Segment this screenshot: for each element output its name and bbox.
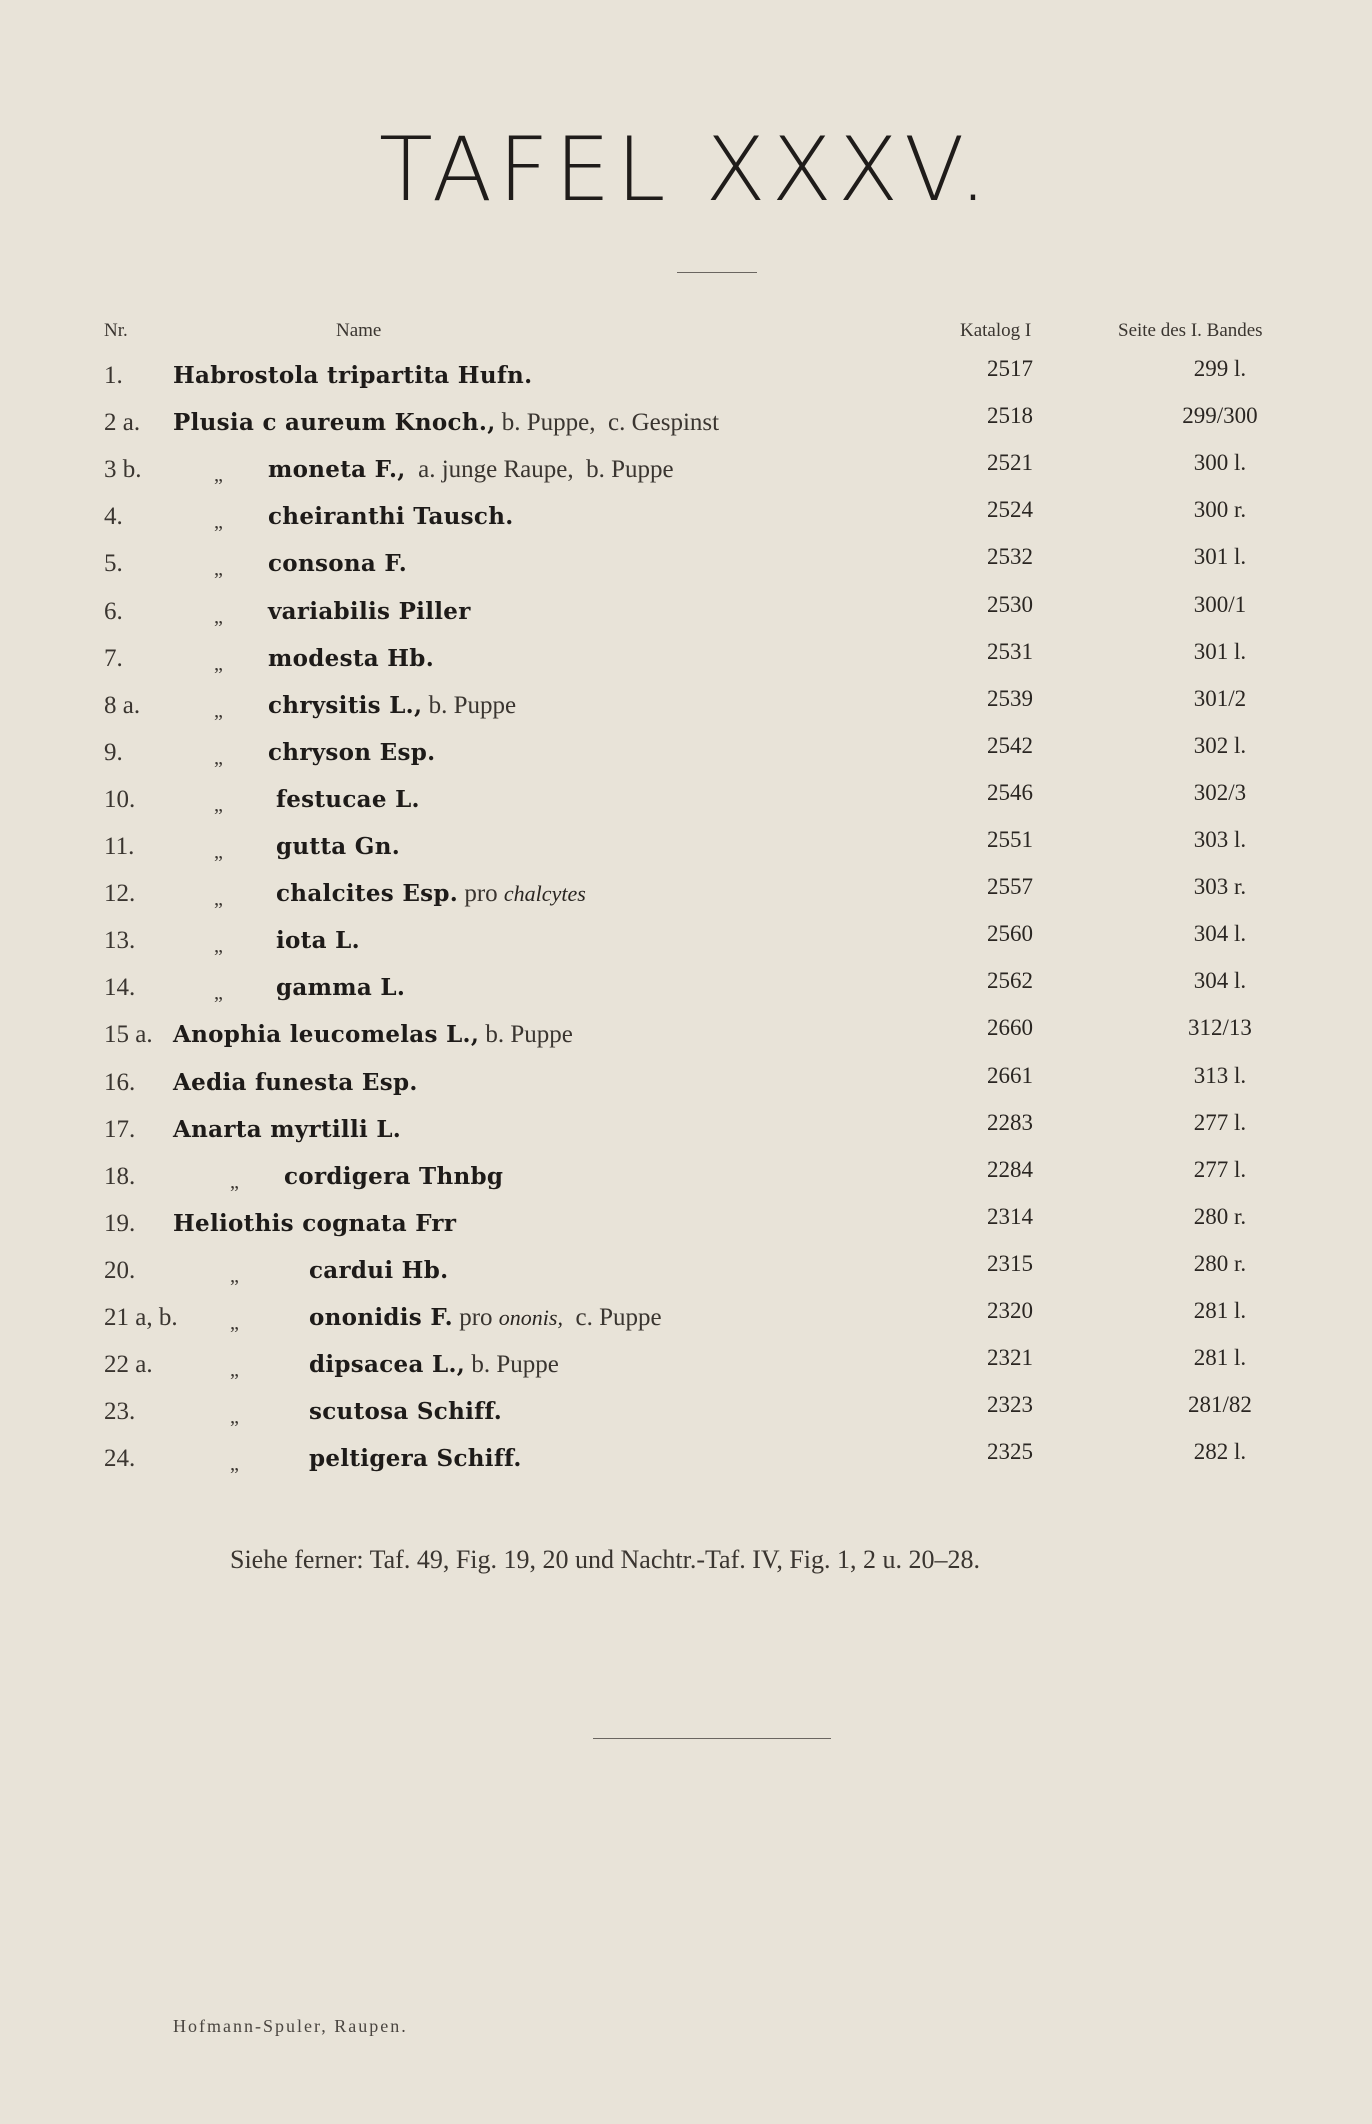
row-number: 2 a. [104,409,141,437]
species-name [173,362,532,390]
ditto-mark: „ [230,1170,239,1193]
row-number: 22 a. [104,1351,153,1379]
species-name-bold: cardui Hb. [309,1256,449,1284]
species-name-bold: Heliothis cognata Frr [173,1209,457,1237]
katalog-number: 2661 [987,1062,1033,1088]
species-name [276,880,586,908]
table-row [0,827,1372,873]
row-number: 17. [104,1115,136,1143]
katalog-number: 2551 [987,827,1033,852]
page-reference: 299 l. [1193,356,1247,381]
species-note: a. junge Raupe, b. Puppe [405,456,674,484]
species-name-bold: moneta F., [268,456,406,484]
table-row [0,591,1372,638]
species-name-bold: peltigera Schiff. [309,1445,522,1473]
species-note: pro [452,1304,499,1331]
header-name: Name [336,320,382,341]
row-number: 21 a, b. [104,1304,178,1331]
footer-credit: Hofmann-Spuler, Raupen. [173,2016,408,2036]
katalog-number: 2539 [987,685,1033,711]
table-row [0,638,1372,685]
row-number: 11. [104,833,135,860]
species-name-bold: ononidis F. [309,1304,453,1331]
species-name [173,1021,573,1049]
species-name-bold: gamma L. [276,974,406,1002]
species-name-bold: consona F. [268,550,408,578]
row-number: 20. [104,1256,136,1284]
table-row [0,403,1372,449]
katalog-number: 2320 [987,1298,1033,1323]
page-reference: 281 l. [1193,1298,1247,1323]
katalog-number: 2546 [987,779,1033,805]
title-divider [677,272,757,273]
katalog-number: 2314 [987,1203,1033,1229]
table-row [0,1392,1372,1438]
species-name-bold: festucae L. [276,785,420,813]
row-number: 4. [104,503,123,531]
bottom-divider [593,1738,831,1739]
table-row [0,779,1372,826]
page-reference: 300 r. [1193,497,1247,523]
species-name [276,974,405,1002]
ditto-mark: „ [230,1453,239,1476]
row-number: 3 b. [104,456,142,484]
row-number: 6. [104,597,123,625]
page-reference: 303 r. [1193,874,1247,900]
katalog-number: 2557 [987,874,1033,900]
page-reference: 299/300 [1182,403,1258,429]
katalog-number: 2518 [987,403,1033,429]
species-name [284,1163,503,1191]
katalog-number: 2321 [987,1345,1033,1371]
species-name-italic: ononis, [498,1305,563,1330]
row-number: 10. [104,785,136,813]
page-reference: 277 l. [1193,1109,1247,1135]
table-row [0,356,1372,402]
ditto-mark: „ [214,558,223,581]
species-note: b. Puppe [465,1351,559,1379]
ditto-mark: „ [230,1264,239,1287]
species-name [268,550,407,578]
species-name-bold: gutta Gn. [276,833,401,860]
table-row [0,1298,1372,1344]
ditto-mark: „ [214,605,223,628]
species-name-bold: Habrostola tripartita Hufn. [173,362,533,389]
page-reference: 301 l. [1193,544,1247,570]
species-name [309,1304,662,1332]
katalog-number: 2283 [987,1109,1033,1135]
page-title: TAFEL XXXV. [378,118,994,221]
species-name [173,1210,456,1238]
ditto-mark: „ [214,841,223,863]
ditto-mark: „ [230,1312,239,1334]
katalog-number: 2542 [987,732,1033,758]
katalog-number: 2531 [987,638,1033,664]
row-number: 23. [104,1398,136,1426]
page-reference: 281/82 [1188,1392,1252,1418]
species-name [309,1398,502,1426]
row-number: 24. [104,1445,136,1473]
species-name [268,739,435,767]
page-reference: 312/13 [1188,1015,1252,1041]
header-katalog: Katalog I [960,320,1032,341]
katalog-number: 2284 [987,1156,1033,1182]
ditto-mark: „ [214,699,223,722]
katalog-number: 2517 [987,356,1033,381]
species-name [268,692,516,720]
table-row [0,874,1372,920]
species-name-bold: chalcites Esp. [276,880,459,908]
species-name [276,833,400,861]
species-name [309,1445,522,1473]
species-name-italic: chalcytes [503,881,586,907]
row-number: 14. [104,974,136,1002]
ditto-mark: „ [214,511,223,534]
table-row [0,544,1372,590]
row-number: 1. [104,362,123,389]
species-name-bold: chrysitis L., [268,691,423,719]
page-reference: 282 l. [1193,1439,1247,1465]
species-name-bold: variabilis Piller [268,597,471,625]
table-row [0,968,1372,1014]
species-name [268,598,471,626]
katalog-number: 2660 [987,1015,1033,1041]
species-name-bold: Anophia leucomelas L., [173,1021,480,1049]
page-reference: 304 l. [1193,921,1247,947]
ditto-mark: „ [214,793,223,816]
katalog-number: 2315 [987,1250,1033,1276]
species-note: b. Puppe [479,1021,573,1049]
ditto-mark: „ [214,935,223,958]
row-number: 15 a. [104,1021,153,1049]
page-reference: 281 l. [1193,1345,1247,1371]
species-name [309,1351,559,1379]
katalog-number: 2521 [987,450,1033,476]
row-number: 9. [104,738,123,766]
katalog-number: 2325 [987,1439,1033,1465]
table-row [0,1062,1372,1109]
table-row [0,1015,1372,1061]
row-number: 7. [104,644,123,672]
page-reference: 280 r. [1193,1250,1247,1276]
page-reference: 300 l. [1193,450,1247,476]
table-row [0,1345,1372,1391]
species-name [309,1257,448,1285]
katalog-number: 2530 [987,591,1033,617]
ditto-mark: „ [230,1359,239,1382]
katalog-number: 2562 [987,968,1033,994]
katalog-number: 2323 [987,1392,1033,1418]
species-note: b. Puppe, c. Gespinst [495,409,720,437]
species-name [173,1116,401,1144]
table-row [0,1203,1372,1250]
row-number: 13. [104,927,136,955]
page-reference: 303 l. [1193,827,1247,852]
species-name [268,645,434,673]
page-reference: 302 l. [1193,732,1247,758]
species-name-bold: chryson Esp. [268,738,436,766]
header-nr: Nr. [104,320,128,341]
species-name-bold: cordigera Thnbg [284,1162,504,1190]
species-name-bold: scutosa Schiff. [309,1398,503,1426]
table-row [0,732,1372,779]
page-reference: 304 l. [1193,968,1247,994]
see-also-note: Siehe ferner: Taf. 49, Fig. 19, 20 und Nachtr.-Taf. IV, Fig. 1, 2 u. 20–28. [230,1545,981,1574]
ditto-mark: „ [214,888,223,911]
species-name [268,456,674,484]
table-row [0,921,1372,967]
table-row [0,450,1372,496]
species-name [276,786,420,814]
katalog-number: 2532 [987,544,1033,570]
page-reference: 302/3 [1193,779,1247,805]
katalog-number: 2560 [987,921,1033,947]
row-number: 19. [104,1209,136,1237]
species-name [173,409,719,437]
species-note: c. Puppe [562,1304,662,1331]
page-reference: 301 l. [1193,638,1247,664]
ditto-mark: „ [230,1406,239,1429]
ditto-mark: „ [214,464,223,487]
page-reference: 277 l. [1193,1156,1247,1182]
species-name-bold: Plusia c aureum Knoch., [173,409,496,437]
table-row [0,685,1372,732]
page-reference: 300/1 [1193,591,1247,617]
page-reference: 280 r. [1193,1203,1247,1229]
ditto-mark: „ [214,652,223,675]
table-row [0,1109,1372,1156]
species-note: pro [458,880,504,908]
row-number: 8 a. [104,691,141,719]
table-row [0,497,1372,543]
table-row [0,1250,1372,1297]
katalog-number: 2524 [987,497,1033,523]
row-number: 16. [104,1068,136,1096]
row-number: 12. [104,880,136,908]
species-name-bold: Anarta myrtilli L. [173,1115,402,1143]
page-reference: 313 l. [1193,1062,1247,1088]
ditto-mark: „ [214,746,223,769]
page-reference: 301/2 [1193,685,1247,711]
species-name-bold: cheiranthi Tausch. [268,503,514,531]
species-name-bold: Aedia funesta Esp. [173,1068,418,1096]
row-number: 18. [104,1162,136,1190]
species-name [268,503,514,531]
table-row [0,1156,1372,1203]
header-seite: Seite des I. Bandes [1118,320,1263,341]
species-name-bold: dipsacea L., [309,1351,466,1379]
species-name-bold: modesta Hb. [268,644,434,672]
species-note: b. Puppe [422,691,517,719]
table-row [0,1439,1372,1485]
row-number: 5. [104,550,123,578]
species-name [173,1069,418,1097]
ditto-mark: „ [214,982,223,1005]
species-name [276,927,360,955]
species-name-bold: iota L. [276,927,360,955]
